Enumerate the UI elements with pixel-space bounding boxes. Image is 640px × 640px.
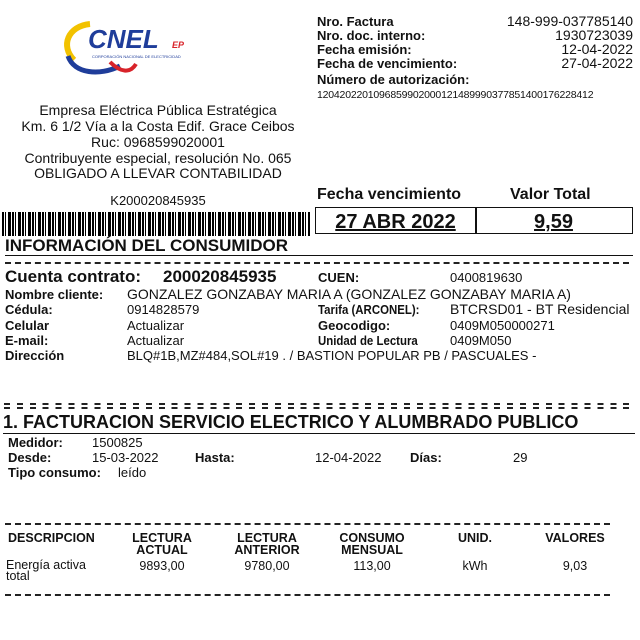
- consumer-section-title: INFORMACIÓN DEL CONSUMIDOR: [5, 236, 289, 255]
- due-box: [315, 207, 633, 234]
- col-header-previous-reading: LECTURA ANTERIOR: [234, 531, 300, 557]
- dashed-separator: [5, 262, 629, 264]
- barcode-text: K200020845935: [110, 193, 206, 208]
- contract-label: Cuenta contrato:: [5, 267, 141, 286]
- email-label: E-mail:: [5, 333, 49, 348]
- cuen-label: CUEN:: [318, 270, 360, 285]
- billing-title-underline: [3, 433, 635, 434]
- due-date: 27-04-2022: [561, 55, 633, 71]
- col-header-current-reading: LECTURA ACTUAL: [132, 531, 192, 557]
- total-header: Valor Total: [510, 186, 591, 203]
- address-label: Dirección: [5, 348, 65, 363]
- company-resolution: Contribuyente especial, resolución No. 065: [24, 150, 292, 166]
- row-unit: kWh: [462, 559, 488, 573]
- address-value: BLQ#1B,MZ#484,SOL#19 . / BASTION POPULAR PB / PASCUALES -: [127, 348, 537, 363]
- row-previous-reading: 9780,00: [244, 559, 290, 573]
- geocode-label: Geocodigo:: [318, 318, 391, 333]
- consumption-type-value: leído: [118, 465, 147, 480]
- auth-number: 1204202201096859902000121489990377851400176228412: [317, 89, 594, 101]
- email-value: Actualizar: [127, 333, 185, 348]
- internal-doc-label: Nro. doc. interno:: [317, 28, 426, 43]
- company-name: Empresa Eléctrica Pública Estratégica: [39, 102, 277, 118]
- billing-section-title: 1. FACTURACION SERVICIO ELECTRICO Y ALUMBRADO PUBLICO: [3, 412, 579, 432]
- geocode-value: 0409M050000271: [450, 318, 555, 333]
- col-header-monthly-consumption: CONSUMO MENSUAL: [339, 531, 405, 557]
- to-value: 12-04-2022: [315, 450, 382, 465]
- invoice-number: 148-999-037785140: [506, 13, 633, 29]
- phone-value: Actualizar: [127, 318, 185, 333]
- days-label: Días:: [410, 450, 442, 465]
- days-value: 29: [513, 450, 528, 465]
- tariff-value: BTCRSD01 - BT Residencial: [450, 301, 630, 317]
- reading-unit-label: Unidad de Lectura: [318, 333, 418, 348]
- from-value: 15-03-2022: [92, 450, 159, 465]
- cedula-label: Cédula:: [5, 302, 53, 317]
- col-header-unit: UNID.: [457, 531, 493, 545]
- svg-text:EP: EP: [172, 40, 185, 50]
- dashed-separator: [5, 523, 610, 525]
- cedula-value: 0914828579: [127, 302, 200, 317]
- dashed-separator: [5, 594, 610, 596]
- client-name: GONZALEZ GONZABAY MARIA A (GONZALEZ GONZABAY MARIA A): [127, 286, 571, 302]
- issue-date: 12-04-2022: [561, 41, 633, 57]
- client-name-label: Nombre cliente:: [5, 287, 104, 302]
- col-header-values: VALORES: [545, 531, 605, 545]
- reading-unit-value: 0409M050: [450, 333, 512, 348]
- row-consumption: 113,00: [353, 559, 391, 573]
- due-date-header: Fecha vencimiento: [317, 186, 462, 203]
- company-accounting: OBLIGADO A LLEVAR CONTABILIDAD: [34, 165, 282, 181]
- contract-number: 200020845935: [163, 267, 277, 286]
- issue-date-label: Fecha emisión:: [317, 42, 412, 57]
- from-label: Desde:: [8, 450, 52, 465]
- row-description: Energía activa total: [6, 558, 86, 583]
- title-underline: [5, 255, 633, 256]
- barcode: [2, 212, 310, 236]
- consumption-type-label: Tipo consumo:: [8, 465, 101, 480]
- phone-label: Celular: [5, 318, 50, 333]
- meter-label: Medidor:: [8, 435, 63, 450]
- cnel-logo: [60, 16, 210, 86]
- company-address: Km. 6 1/2 Vía a la Costa Edif. Grace Ceibos: [21, 118, 295, 134]
- total-value: 9,59: [534, 211, 573, 233]
- svg-text:CNEL: CNEL: [88, 24, 159, 54]
- due-date-label: Fecha de vencimiento:: [317, 56, 458, 71]
- cuen-value: 0400819630: [450, 270, 523, 285]
- invoice-number-label: Nro. Factura: [317, 14, 394, 29]
- due-date-value: 27 ABR 2022: [335, 211, 456, 233]
- tariff-label: Tarifa (ARCONEL):: [318, 302, 420, 317]
- meter-value: 1500825: [92, 435, 143, 450]
- company-ruc: Ruc: 0968599020001: [91, 134, 225, 150]
- row-value: 9,03: [562, 559, 588, 573]
- svg-text:CORPORACIÓN NACIONAL DE ELECTR: CORPORACIÓN NACIONAL DE ELECTRICIDAD: [92, 54, 181, 59]
- to-label: Hasta:: [195, 450, 235, 465]
- auth-label: Número de autorización:: [317, 72, 470, 87]
- double-dashed-separator: [4, 403, 634, 409]
- col-header-description: DESCRIPCION: [8, 531, 95, 545]
- row-current-reading: 9893,00: [139, 559, 185, 573]
- internal-doc-number: 1930723039: [555, 27, 633, 43]
